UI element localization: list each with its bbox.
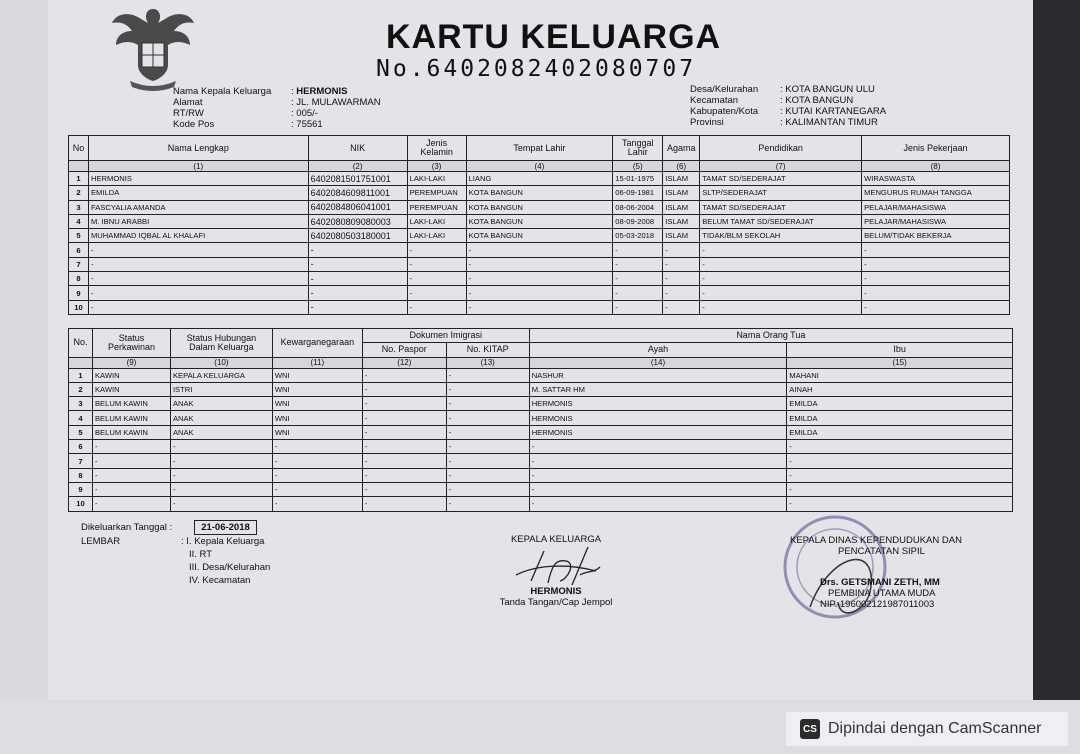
table-row — [69, 286, 1010, 300]
issued-date: 21-06-2018 — [194, 520, 257, 535]
table-cell: - — [272, 468, 362, 482]
table-cell: KAWIN — [92, 382, 170, 396]
lembar-item: : I. Kepala Keluarga — [181, 536, 265, 547]
row-number: 7 — [69, 257, 89, 271]
lembar-item: IV. Kecamatan — [189, 575, 251, 586]
table-cell: - — [170, 482, 272, 496]
table-row — [69, 172, 1010, 186]
table-cell: - — [787, 482, 1013, 496]
table-cell: KOTA BANGUN — [466, 229, 613, 243]
row-number: 1 — [69, 172, 89, 186]
table-cell: - — [272, 497, 362, 511]
row-number: 1 — [69, 368, 93, 382]
table-cell: HERMONIS — [88, 172, 308, 186]
col-header: No. — [69, 329, 93, 358]
head-info-right: Desa/Kelurahan : KOTA BANGUN ULU Kecamatan : KOTA BANGUN Kabupaten/Kota : KUTAI KARTANEGARA Provinsi : KALIMANTAN TIMUR — [690, 84, 887, 128]
table-cell: 6402081501751001 — [308, 172, 407, 186]
table-cell: - — [862, 243, 1010, 257]
table-cell: PEREMPUAN — [407, 200, 466, 214]
table-cell: - — [613, 286, 663, 300]
table-cell: 6402084806041001 — [308, 200, 407, 214]
table-cell: KEPALA KELUARGA — [170, 368, 272, 382]
row-number: 10 — [69, 497, 93, 511]
table-cell: KOTA BANGUN — [466, 214, 613, 228]
table-cell: ISLAM — [663, 200, 700, 214]
col-header: Nama Lengkap — [88, 136, 308, 161]
table-cell: WNI — [272, 411, 362, 425]
family-status-body — [69, 368, 1013, 511]
dinas-signature-block — [790, 535, 990, 610]
row-number: 9 — [69, 286, 89, 300]
document-title: KARTU KELUARGA — [386, 18, 722, 56]
row-number: 4 — [69, 411, 93, 425]
dinas-name: Drs. GETSMANI ZETH, MM — [820, 577, 940, 588]
table-cell: 6402080503180001 — [308, 229, 407, 243]
table-cell: - — [446, 397, 529, 411]
index-cell: (10) — [170, 357, 272, 368]
table-cell: 06-09-1981 — [613, 186, 663, 200]
table-cell: - — [613, 243, 663, 257]
table-cell: ISLAM — [663, 172, 700, 186]
index-cell: (2) — [308, 161, 407, 172]
index-cell: (4) — [466, 161, 613, 172]
table-row — [69, 214, 1010, 228]
row-number: 7 — [69, 454, 93, 468]
index-cell: (11) — [272, 357, 362, 368]
table-cell: - — [88, 243, 308, 257]
signature-icon — [496, 545, 616, 591]
table-cell: - — [88, 272, 308, 286]
table-row — [69, 468, 1013, 482]
table-cell: BELUM KAWIN — [92, 425, 170, 439]
table-cell: - — [362, 468, 446, 482]
head-left-label: RT/RW — [173, 108, 204, 119]
table-cell: - — [613, 272, 663, 286]
table-cell: - — [466, 300, 613, 314]
table-cell: - — [613, 257, 663, 271]
table-cell: - — [170, 497, 272, 511]
index-cell: (6) — [663, 161, 700, 172]
table-cell: - — [787, 497, 1013, 511]
camscanner-watermark — [786, 712, 1068, 746]
index-cell: (5) — [613, 161, 663, 172]
table-cell: - — [529, 497, 787, 511]
table-row — [69, 257, 1010, 271]
table-cell: - — [446, 368, 529, 382]
dinas-rank: PEMBINA UTAMA MUDA — [828, 588, 936, 599]
index-cell: (9) — [92, 357, 170, 368]
table-cell: - — [362, 382, 446, 396]
table-cell: - — [466, 272, 613, 286]
table-cell: - — [663, 272, 700, 286]
col-header: No. Paspor — [362, 343, 446, 357]
table-cell: ANAK — [170, 397, 272, 411]
camscanner-icon: CS — [800, 719, 820, 739]
head-left-label: Kode Pos — [173, 119, 215, 130]
head-right-label: Desa/Kelurahan — [690, 84, 759, 95]
table-cell: MENGURUS RUMAH TANGGA — [862, 186, 1010, 200]
scan-margin-left — [0, 0, 48, 754]
table-cell: - — [529, 454, 787, 468]
col-header: Tanggal Lahir — [613, 136, 663, 161]
col-header: No. KITAP — [446, 343, 529, 357]
table-cell: - — [407, 272, 466, 286]
table-cell: - — [362, 425, 446, 439]
table-cell: 08-06-2004 — [613, 200, 663, 214]
table-cell: PEREMPUAN — [407, 186, 466, 200]
table-cell: LIANG — [466, 172, 613, 186]
table-cell: - — [92, 497, 170, 511]
col-header: Jenis Pekerjaan — [862, 136, 1010, 161]
table-cell: - — [663, 300, 700, 314]
table-cell: M. IBNU ARABBI — [88, 214, 308, 228]
dinas-title: PENCATATAN SIPIL — [838, 546, 925, 557]
index-cell: (14) — [529, 357, 787, 368]
table-cell: - — [446, 497, 529, 511]
table-row — [69, 229, 1010, 243]
table-cell: - — [272, 454, 362, 468]
table-row — [69, 440, 1013, 454]
table-cell: - — [446, 425, 529, 439]
table-row — [69, 186, 1010, 200]
table-cell: KAWIN — [92, 368, 170, 382]
table-cell: BELUM/TIDAK BEKERJA — [862, 229, 1010, 243]
head-left-label: Alamat — [173, 97, 203, 108]
col-header: Status Perkawinan — [92, 329, 170, 358]
col-header: Status Hubungan Dalam Keluarga — [170, 329, 272, 358]
table-cell: ANAK — [170, 425, 272, 439]
head-info-left: Nama Kepala Keluarga : HERMONIS Alamat : JL. MULAWARMAN RT/RW : 005/- Kode Pos : 75561 — [173, 86, 381, 130]
index-cell — [69, 161, 89, 172]
head-right-value: KOTA BANGUN ULU — [785, 84, 875, 95]
table-cell: NASHUR — [529, 368, 787, 382]
col-header: No — [69, 136, 89, 161]
lembar-item: II. RT — [189, 549, 213, 560]
table-cell: - — [529, 468, 787, 482]
table-cell: - — [88, 257, 308, 271]
index-cell: (3) — [407, 161, 466, 172]
table-cell: BELUM KAWIN — [92, 411, 170, 425]
table-cell: HERMONIS — [529, 411, 787, 425]
head-left-value: 005/- — [296, 108, 318, 119]
lembar-label: LEMBAR — [81, 536, 121, 547]
table-cell: ANAK — [170, 411, 272, 425]
table-cell: LAKI-LAKI — [407, 172, 466, 186]
table-cell: WNI — [272, 397, 362, 411]
table-cell: - — [529, 482, 787, 496]
table-cell: - — [407, 243, 466, 257]
table-cell: LAKI-LAKI — [407, 229, 466, 243]
camscanner-text: Dipindai dengan CamScanner — [828, 720, 1042, 737]
family-status-table — [68, 328, 1013, 512]
table-cell: - — [446, 468, 529, 482]
table-cell: - — [92, 468, 170, 482]
table-cell: - — [92, 440, 170, 454]
table-row — [69, 243, 1010, 257]
table-cell: 6402080809080003 — [308, 214, 407, 228]
table-cell: - — [613, 300, 663, 314]
index-cell: (8) — [862, 161, 1010, 172]
lembar-item: III. Desa/Kelurahan — [189, 562, 271, 573]
table-row — [69, 397, 1013, 411]
table-cell: - — [362, 440, 446, 454]
index-cell: (1) — [88, 161, 308, 172]
table-cell: - — [700, 286, 862, 300]
col-header: NIK — [308, 136, 407, 161]
col-header: Dokumen Imigrasi — [362, 329, 529, 343]
table-cell: - — [446, 382, 529, 396]
kk-name: HERMONIS — [530, 586, 582, 597]
table-cell: - — [466, 243, 613, 257]
table-cell: LAKI-LAKI — [407, 214, 466, 228]
table-cell: ISLAM — [663, 186, 700, 200]
table-cell: - — [663, 243, 700, 257]
index-cell: (13) — [446, 357, 529, 368]
dinas-title: KEPALA DINAS KEPENDUDUKAN DAN — [790, 535, 962, 546]
table-cell: - — [862, 257, 1010, 271]
table-cell: - — [362, 368, 446, 382]
document-number: No.6402082402080707 — [376, 56, 697, 82]
table-cell: - — [170, 440, 272, 454]
table-cell: - — [362, 482, 446, 496]
table-cell: - — [787, 468, 1013, 482]
row-number: 5 — [69, 425, 93, 439]
table-row — [69, 482, 1013, 496]
table-cell: WIRASWASTA — [862, 172, 1010, 186]
table-cell: EMILDA — [787, 397, 1013, 411]
table-row — [69, 300, 1010, 314]
table-cell: EMILDA — [88, 186, 308, 200]
table-cell: KOTA BANGUN — [466, 200, 613, 214]
table-cell: M. SATTAR HM — [529, 382, 787, 396]
table-cell: - — [446, 440, 529, 454]
table-cell: - — [663, 286, 700, 300]
row-number: 6 — [69, 440, 93, 454]
scan-margin-right — [1033, 0, 1080, 754]
table-cell: 15-01-1975 — [613, 172, 663, 186]
head-right-label: Provinsi — [690, 117, 724, 128]
table-cell: WNI — [272, 368, 362, 382]
table-row — [69, 425, 1013, 439]
table-cell: 08-09-2008 — [613, 214, 663, 228]
col-header: Tempat Lahir — [466, 136, 613, 161]
row-number: 6 — [69, 243, 89, 257]
head-left-value: HERMONIS — [296, 86, 348, 97]
table-cell: ISLAM — [663, 229, 700, 243]
table-cell: - — [407, 257, 466, 271]
head-right-value: KUTAI KARTANEGARA — [785, 106, 887, 117]
head-right-value: KOTA BANGUN — [785, 95, 854, 106]
head-right-label: Kabupaten/Kota — [690, 106, 759, 117]
table-cell: - — [407, 286, 466, 300]
kk-caption: Tanda Tangan/Cap Jempol — [499, 597, 613, 608]
table-cell: - — [362, 411, 446, 425]
table-cell: - — [308, 243, 407, 257]
table-row — [69, 382, 1013, 396]
table-cell: AINAH — [787, 382, 1013, 396]
table-row — [69, 272, 1010, 286]
table-cell: HERMONIS — [529, 397, 787, 411]
table-cell: HERMONIS — [529, 425, 787, 439]
table-cell: - — [308, 272, 407, 286]
table-cell: - — [170, 468, 272, 482]
table-cell: ISLAM — [663, 214, 700, 228]
col-header: Jenis Kelamin — [407, 136, 466, 161]
table-cell: SLTP/SEDERAJAT — [700, 186, 862, 200]
table-cell: 05-03-2018 — [613, 229, 663, 243]
table-cell: - — [787, 454, 1013, 468]
table-cell: - — [446, 411, 529, 425]
row-number: 3 — [69, 397, 93, 411]
table-cell: - — [362, 497, 446, 511]
table-cell: - — [88, 286, 308, 300]
table-cell: TIDAK/BLM SEKOLAH — [700, 229, 862, 243]
kk-title: KEPALA KELUARGA — [510, 534, 602, 545]
table-cell: - — [529, 440, 787, 454]
table-cell: PELAJAR/MAHASISWA — [862, 214, 1010, 228]
table-cell: - — [308, 286, 407, 300]
table-cell: - — [308, 257, 407, 271]
table-cell: - — [700, 272, 862, 286]
table-cell: 6402084609811001 — [308, 186, 407, 200]
table-cell: KOTA BANGUN — [466, 186, 613, 200]
row-number: 8 — [69, 468, 93, 482]
head-right-value: KALIMANTAN TIMUR — [785, 117, 878, 128]
table-cell: - — [446, 482, 529, 496]
table-cell: ISTRI — [170, 382, 272, 396]
table-row — [69, 368, 1013, 382]
family-members-body — [69, 172, 1010, 315]
col-header: Pendidikan — [700, 136, 862, 161]
index-cell: (12) — [362, 357, 446, 368]
table-cell: BELUM KAWIN — [92, 397, 170, 411]
table-cell: - — [272, 482, 362, 496]
head-left-value: 75561 — [296, 119, 323, 130]
row-number: 4 — [69, 214, 89, 228]
index-cell — [69, 357, 93, 368]
col-header: Agama — [663, 136, 700, 161]
row-number: 9 — [69, 482, 93, 496]
table-cell: - — [466, 257, 613, 271]
col-header: Ayah — [529, 343, 787, 357]
index-cell: (7) — [700, 161, 862, 172]
table-cell: BELUM TAMAT SD/SEDERAJAT — [700, 214, 862, 228]
row-number: 8 — [69, 272, 89, 286]
table-cell: - — [446, 454, 529, 468]
col-header: Kewarganegaraan — [272, 329, 362, 358]
row-number: 3 — [69, 200, 89, 214]
table-cell: WNI — [272, 425, 362, 439]
table-cell: MUHAMMAD IQBAL AL KHALAFI — [88, 229, 308, 243]
table-cell: - — [700, 243, 862, 257]
table-cell: TAMAT SD/SEDERAJAT — [700, 200, 862, 214]
table-cell: - — [700, 300, 862, 314]
row-number: 2 — [69, 382, 93, 396]
head-left-label: Nama Kepala Keluarga — [173, 86, 272, 97]
table-cell: - — [362, 397, 446, 411]
table-cell: PELAJAR/MAHASISWA — [862, 200, 1010, 214]
table-cell: - — [862, 286, 1010, 300]
table-row — [69, 411, 1013, 425]
row-number: 5 — [69, 229, 89, 243]
table-cell: - — [407, 300, 466, 314]
col-header: Nama Orang Tua — [529, 329, 1012, 343]
table-cell: - — [170, 454, 272, 468]
table-cell: - — [663, 257, 700, 271]
table-cell: - — [862, 272, 1010, 286]
table-cell: - — [862, 300, 1010, 314]
table-cell: MAHANI — [787, 368, 1013, 382]
issued-label: Dikeluarkan Tanggal : — [81, 522, 173, 533]
table-cell: - — [787, 440, 1013, 454]
table-cell: EMILDA — [787, 411, 1013, 425]
table-cell: - — [362, 454, 446, 468]
row-number: 10 — [69, 300, 89, 314]
table-cell: FASCYALIA AMANDA — [88, 200, 308, 214]
table-cell: EMILDA — [787, 425, 1013, 439]
index-cell: (15) — [787, 357, 1013, 368]
table-cell: - — [92, 454, 170, 468]
family-members-table — [68, 135, 1010, 315]
table-cell: TAMAT SD/SEDERAJAT — [700, 172, 862, 186]
table-cell: - — [92, 482, 170, 496]
table-row — [69, 200, 1010, 214]
table-row — [69, 497, 1013, 511]
table-cell: - — [308, 300, 407, 314]
issued-block — [81, 520, 270, 587]
col-header: Ibu — [787, 343, 1013, 357]
dinas-nip: NIP. 196002121987011003 — [820, 599, 935, 610]
table-cell: - — [466, 286, 613, 300]
garuda-emblem-icon — [108, 3, 198, 91]
kepala-keluarga-signature-block — [486, 534, 626, 608]
head-right-label: Kecamatan — [690, 95, 739, 106]
table-cell: - — [88, 300, 308, 314]
head-left-value: JL. MULAWARMAN — [296, 97, 381, 108]
table-cell: - — [272, 440, 362, 454]
row-number: 2 — [69, 186, 89, 200]
table-row — [69, 454, 1013, 468]
table-cell: WNI — [272, 382, 362, 396]
table-cell: - — [700, 257, 862, 271]
